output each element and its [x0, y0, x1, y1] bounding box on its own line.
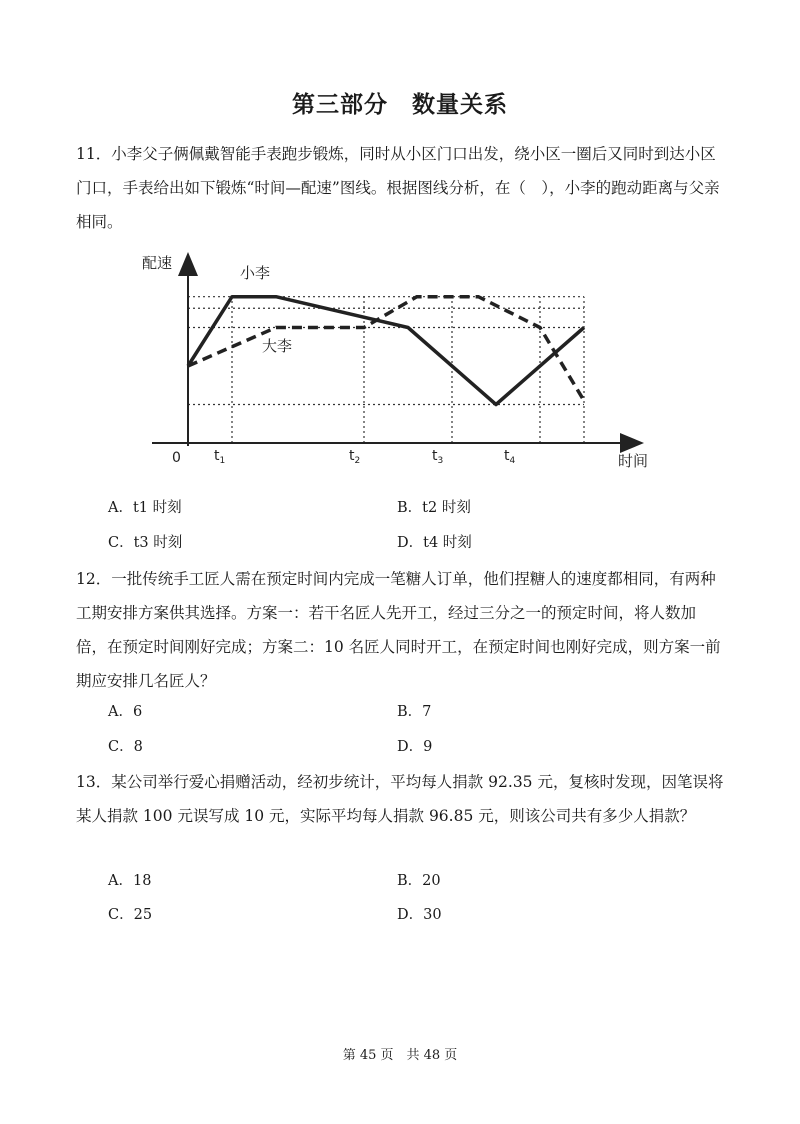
x-tick-t3: $t_3$ [432, 448, 444, 466]
y-axis-label: 配速 [142, 254, 173, 272]
q12-option-a: A．6 [108, 704, 143, 720]
question-number: 13． [76, 773, 112, 791]
section-title: 第三部分 数量关系 [292, 92, 508, 118]
q13-option-b: B．20 [397, 873, 441, 889]
x-tick-t2: $t_2$ [349, 448, 361, 466]
x-tick-t4: $t_4$ [504, 448, 516, 466]
question-number: 12． [76, 570, 112, 588]
question-text: 某公司举行爱心捐赠活动，经初步统计，平均每人捐款 92.35 元，复核时发现，因笔误将某人捐款 100 元误写成 10 元，实际平均每人捐款 96.85 元，则该公司共有多少人捐款？ [76, 773, 724, 825]
x-tick-t1: $t_1$ [214, 448, 226, 466]
question-number: 11． [76, 145, 112, 163]
q11-option-d: D．t4 时刻 [397, 535, 472, 551]
origin-label: 0 [172, 450, 181, 466]
q13-option-c: C．25 [108, 907, 153, 923]
q13-option-d: D．30 [397, 907, 442, 923]
time-pace-chart [140, 248, 660, 480]
page-footer: 第 45 页 共 48 页 [342, 1048, 458, 1063]
question-text: 小李父子俩佩戴智能手表跑步锻炼，同时从小区门口出发，绕小区一圈后又同时到达小区门口，手表给出如下锻炼“时间—配速”图线。根据图线分析，在（ ），小李的跑动距离与父亲相同。 [76, 145, 720, 231]
q12-option-c: C．8 [108, 739, 143, 755]
series-dali-line [188, 297, 584, 401]
q11-option-a: A．t1 时刻 [108, 500, 182, 516]
question-12 [76, 562, 726, 698]
question-13 [76, 765, 726, 833]
q12-option-b: B．7 [397, 704, 432, 720]
question-11 [76, 137, 726, 239]
q11-option-b: B．t2 时刻 [397, 500, 471, 516]
q13-option-a: A．18 [108, 873, 152, 889]
q11-option-c: C．t3 时刻 [108, 535, 183, 551]
q12-option-d: D．9 [397, 739, 433, 755]
question-text: 一批传统手工匠人需在预定时间内完成一笔糖人订单，他们捏糖人的速度都相同，有两种工期安排方案供其选择。方案一：若干名匠人先开工，经过三分之一的预定时间，将人数加倍，在预定时间刚好完成；方案二：10 名匠人同时开工，在预定时间也刚好完成，则方案一前期应安排几名匠人？ [76, 570, 721, 690]
series-label-dali: 大李 [262, 337, 293, 355]
series-label-xiaoli: 小李 [240, 264, 271, 282]
x-axis-label: 时间 [618, 452, 649, 470]
